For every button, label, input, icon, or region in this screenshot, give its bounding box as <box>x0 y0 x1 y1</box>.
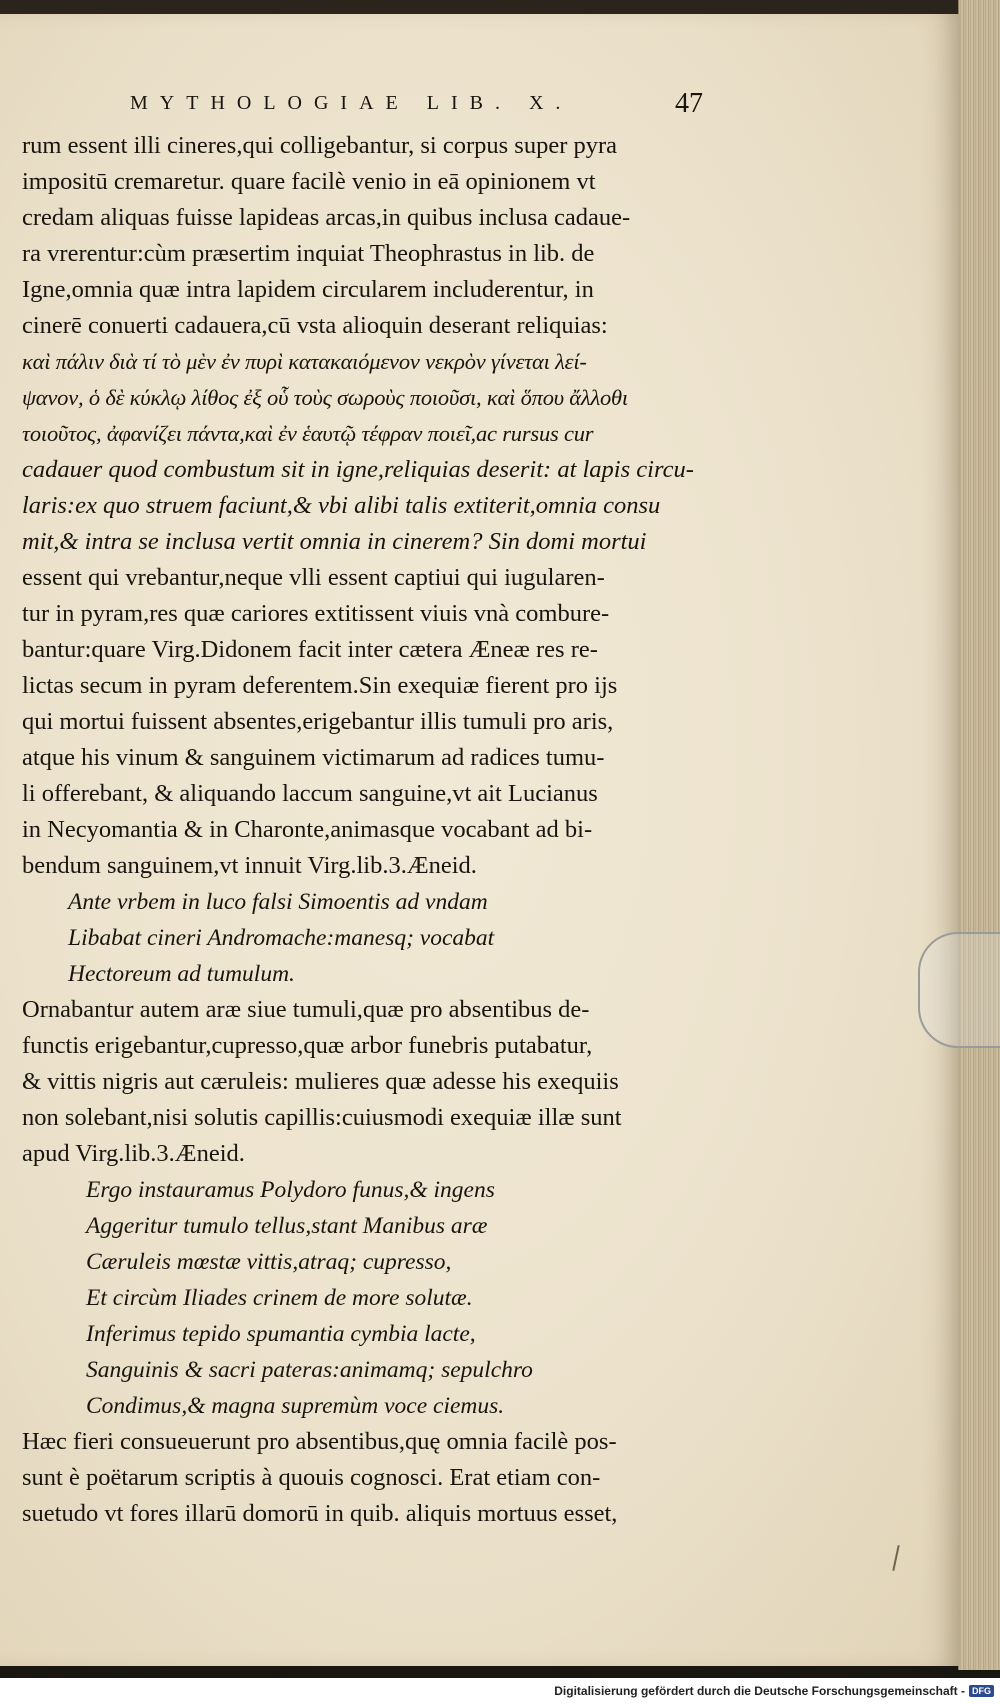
text-line: essent qui vrebantur,neque vlli essent captiui qui iugularen- <box>22 564 605 591</box>
greek-quote-line: καὶ πάλιν διὰ τί τὸ μὲν ἐν πυρὶ κατακαιόμενον νεκρὸν γίνεται λεί- <box>22 349 587 374</box>
text-line: bantur:quare Virg.Didonem facit inter cætera Æneæ res re- <box>22 636 598 663</box>
italic-line: mit,& intra se inclusa vertit omnia in cinerem? Sin domi mortui <box>22 528 647 555</box>
text-line: lictas secum in pyram deferentem.Sin exequiæ fierent pro ijs <box>22 672 618 699</box>
text-line: Igne,omnia quæ intra lapidem circularem includerentur, in <box>22 276 594 303</box>
running-head-title: MYTHOLOGIAE LIB. X. <box>130 92 573 114</box>
verse-line: Cæruleis mœstæ vittis,atraq; cupresso, <box>86 1249 452 1275</box>
verse-line: Condimus,& magna supremùm voce ciemus. <box>86 1393 505 1419</box>
verse-line: Libabat cineri Andromache:manesq; vocabat <box>68 925 495 951</box>
text-line: tur in pyram,res quæ cariores extitissent viuis vnà combure- <box>22 600 610 627</box>
text-line: impositū cremaretur. quare facilè venio in eā opinionem vt <box>22 168 596 195</box>
italic-line: cadauer quod combustum sit in igne,reliquias deserit: at lapis circu- <box>22 456 694 483</box>
text-line: atque his vinum & sanguinem victimarum ad radices tumu- <box>22 744 605 771</box>
text-line: credam aliquas fuisse lapideas arcas,in quibus inclusa cadaue- <box>22 204 631 231</box>
folio-number: 47 <box>675 88 703 119</box>
verse-line: Ante vrbem in luco falsi Simoentis ad vndam <box>68 889 488 915</box>
running-head <box>130 88 830 122</box>
text-line: qui mortui fuissent absentes,erigebantur illis tumuli pro aris, <box>22 708 614 735</box>
text-line: rum essent illi cineres,qui colligebantur, si corpus super pyra <box>22 132 618 159</box>
text-line: bendum sanguinem,vt innuit Virg.lib.3.Æneid. <box>22 852 477 879</box>
text-line: non solebant,nisi solutis capillis:cuiusmodi exequiæ illæ sunt <box>22 1104 622 1131</box>
digitization-credit <box>554 1684 994 1698</box>
text-line: li offerebant, & aliquando laccum sanguine,vt ait Lucianus <box>22 780 598 807</box>
greek-quote-line: τοιοῦτος, ἀφανίζει πάντα,καὶ ἐν ἑαυτῷ τέφραν ποιεῖ,ac rursus cur <box>22 421 594 446</box>
text-line: suetudo vt fores illarū domorū in quib. aliquis mortuus esset, <box>22 1500 618 1527</box>
verse-line: Hectoreum ad tumulum. <box>68 961 295 987</box>
text-line: Hæc fieri consueuerunt pro absentibus,quę omnia facilè pos- <box>22 1428 617 1455</box>
text-line: ra vrerentur:cùm præsertim inquiat Theophrastus in lib. de <box>22 240 595 267</box>
text-line: cinerē conuerti cadauera,cū vsta alioquin deserant reliquias: <box>22 312 608 339</box>
verse-line: Et circùm Iliades crinem de more solutæ. <box>86 1285 473 1311</box>
text-line: functis erigebantur,cupresso,quæ arbor funebris putabatur, <box>22 1032 593 1059</box>
greek-quote-line: ψανον, ὁ δὲ κύκλῳ λίθος ἐξ οὗ τοὺς σωροὺς ποιοῦσι, καὶ ὅπου ἄλλοθι <box>22 385 628 410</box>
page-clip-tab <box>918 932 1000 1048</box>
italic-line: laris:ex quo struem faciunt,& vbi alibi talis extiterit,omnia consu <box>22 492 661 519</box>
text-line: & vittis nigris aut cæruleis: mulieres quæ adesse his exequiis <box>22 1068 619 1095</box>
verse-line: Aggeritur tumulo tellus,stant Manibus aræ <box>86 1213 488 1239</box>
text-line: apud Virg.lib.3.Æneid. <box>22 1140 245 1167</box>
dfg-logo: DFG <box>969 1685 994 1697</box>
verse-line: Inferimus tepido spumantia cymbia lacte, <box>86 1321 476 1347</box>
credit-text: Digitalisierung gefördert durch die Deutsche Forschungsgemeinschaft - <box>554 1684 965 1698</box>
text-line: Ornabantur autem aræ siue tumuli,quæ pro absentibus de- <box>22 996 590 1023</box>
text-block <box>22 128 734 1532</box>
verse-line: Ergo instauramus Polydoro funus,& ingens <box>86 1177 495 1203</box>
verse-line: Sanguinis & sacri pateras:animamq; sepulchro <box>86 1357 533 1383</box>
text-line: in Necyomantia & in Charonte,animasque vocabant ad bi- <box>22 816 593 843</box>
page-edges <box>958 0 1000 1670</box>
text-line: sunt è poëtarum scriptis à quouis cognosci. Erat etiam con- <box>22 1464 601 1491</box>
